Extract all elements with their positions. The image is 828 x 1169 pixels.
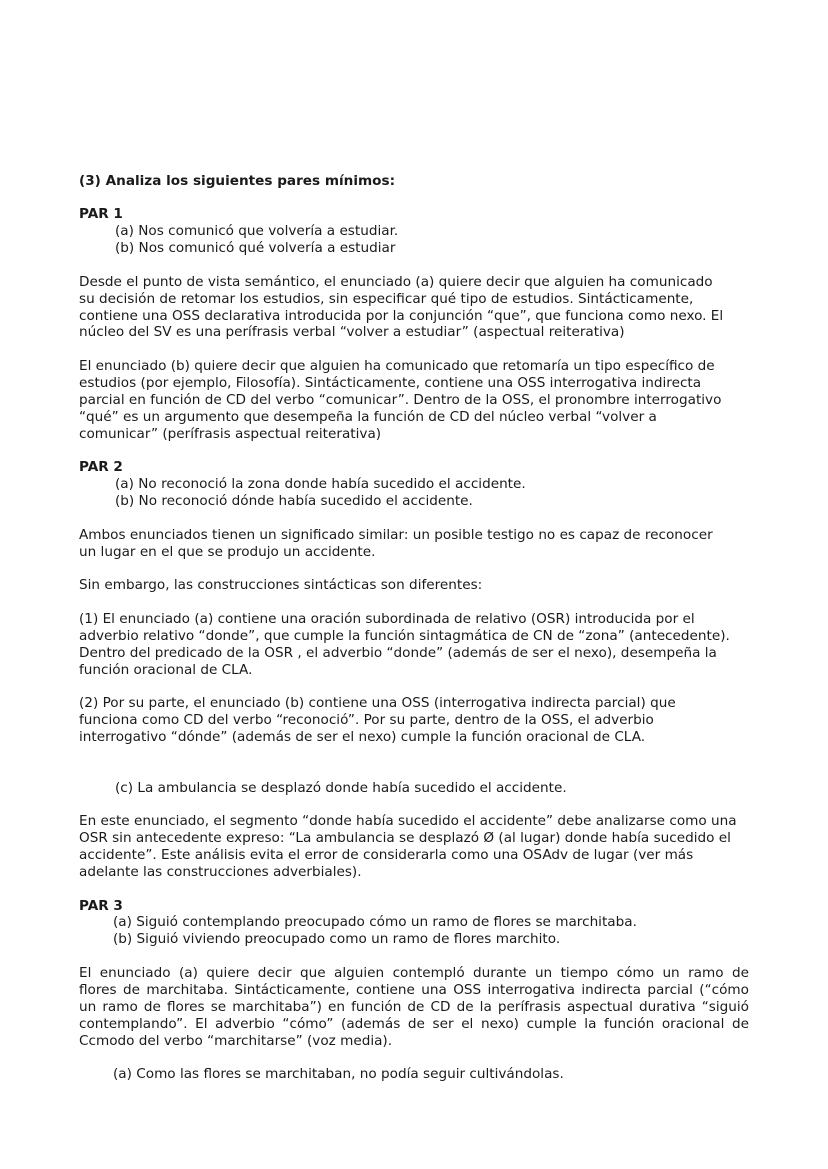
par3-example-b: (b) Siguió viviendo preocupado como un ramo de flores marchito. <box>113 931 561 947</box>
par2-point1-line: Dentro del predicado de la OSR , el adverbio “donde” (además de ser el nexo), desempeña la <box>79 645 717 661</box>
par3-para-a-line: Ccmodo del verbo “marchitarse” (voz media). <box>79 1033 393 1049</box>
par2-common-line: Ambos enunciados tienen un significado similar: un posible testigo no es capaz de reconocer <box>79 527 713 543</box>
par2-point2-line: interrogativo “dónde” (además de ser el nexo) cumple la función oracional de CLA. <box>79 729 646 745</box>
par1-para-b-line: “qué” es un argumento que desempeña la función de CD del núcleo verbal “volver a <box>79 409 657 425</box>
par2-para-c-line: adelante las construcciones adverbiales). <box>79 864 362 880</box>
par2-point1-line: (1) El enunciado (a) contiene una oración subordinada de relativo (OSR) introducida por el <box>79 611 695 627</box>
par3-para-a-line: contemplando”. El adverbio “cómo” (además de ser el nexo) cumple la función oracional de <box>79 1016 749 1032</box>
par2-example-c: (c) La ambulancia se desplazó donde había sucedido el accidente. <box>115 780 567 796</box>
par1-para-a-line: Desde el punto de vista semántico, el enunciado (a) quiere decir que alguien ha comunicado <box>79 274 713 290</box>
par1-para-a-line: núcleo del SV es una perífrasis verbal “volver a estudiar” (aspectual reiterativa) <box>79 324 625 340</box>
par2-para-c-line: accidente”. Este análisis evita el error de considerarla como una OSAdv de lugar (ver más <box>79 847 694 863</box>
par3-para-a-line: flores de marchitaba. Sintácticamente, contiene una OSS interrogativa indirecta parcial (“cómo <box>79 982 749 998</box>
par3-example-final: (a) Como las flores se marchitaban, no podía seguir cultivándolas. <box>113 1066 564 1082</box>
par3-heading: PAR 3 <box>79 898 123 914</box>
par3-para-a-line: un ramo de flores se marchitaba”) en función de CD de la perífrasis aspectual durativa “siguió <box>79 999 749 1015</box>
par1-heading: PAR 1 <box>79 206 123 222</box>
par2-para-c-line: En este enunciado, el segmento “donde había sucedido el accidente” debe analizarse como una <box>79 813 737 829</box>
par2-point1-line: función oracional de CLA. <box>79 662 253 678</box>
section-title: (3) Analiza los siguientes pares mínimos: <box>79 173 396 189</box>
par3-para-a-line: El enunciado (a) quiere decir que alguien contempló durante un tiempo cómo un ramo de <box>79 965 749 981</box>
par2-common-line: un lugar en el que se produjo un accidente. <box>79 544 376 560</box>
par2-point2-line: funciona como CD del verbo “reconoció”. Por su parte, dentro de la OSS, el adverbio <box>79 712 654 728</box>
par2-however: Sin embargo, las construcciones sintácticas son diferentes: <box>79 577 483 593</box>
par2-heading: PAR 2 <box>79 459 123 475</box>
par2-example-b: (b) No reconoció dónde había sucedido el accidente. <box>115 493 473 509</box>
par3-example-a: (a) Siguió contemplando preocupado cómo un ramo de flores se marchitaba. <box>113 914 637 930</box>
par2-para-c-line: OSR sin antecedente expreso: “La ambulancia se desplazó Ø (al lugar) donde había sucedido el <box>79 830 731 846</box>
par1-para-b-line: parcial en función de CD del verbo “comunicar”. Dentro de la OSS, el pronombre interrogativo <box>79 392 722 408</box>
par2-example-a: (a) No reconoció la zona donde había sucedido el accidente. <box>115 476 526 492</box>
par1-para-a-line: su decisión de retomar los estudios, sin especificar qué tipo de estudios. Sintácticamente, <box>79 291 694 307</box>
par1-example-b: (b) Nos comunicó qué volvería a estudiar <box>115 240 396 256</box>
par1-para-b-line: El enunciado (b) quiere decir que alguien ha comunicado que retomaría un tipo específico de <box>79 358 715 374</box>
par2-point2-line: (2) Por su parte, el enunciado (b) contiene una OSS (interrogativa indirecta parcial) que <box>79 695 676 711</box>
par1-para-b-line: comunicar” (perífrasis aspectual reiterativa) <box>79 426 382 442</box>
par1-para-a-line: contiene una OSS declarativa introducida por la conjunción “que”, que funciona como nexo. El <box>79 308 724 324</box>
par1-example-a: (a) Nos comunicó que volvería a estudiar. <box>115 223 399 239</box>
par1-para-b-line: estudios (por ejemplo, Filosofía). Sintácticamente, contiene una OSS interrogativa indirecta <box>79 375 702 391</box>
par2-point1-line: adverbio relativo “donde”, que cumple la función sintagmática de CN de “zona” (antecedente). <box>79 628 730 644</box>
